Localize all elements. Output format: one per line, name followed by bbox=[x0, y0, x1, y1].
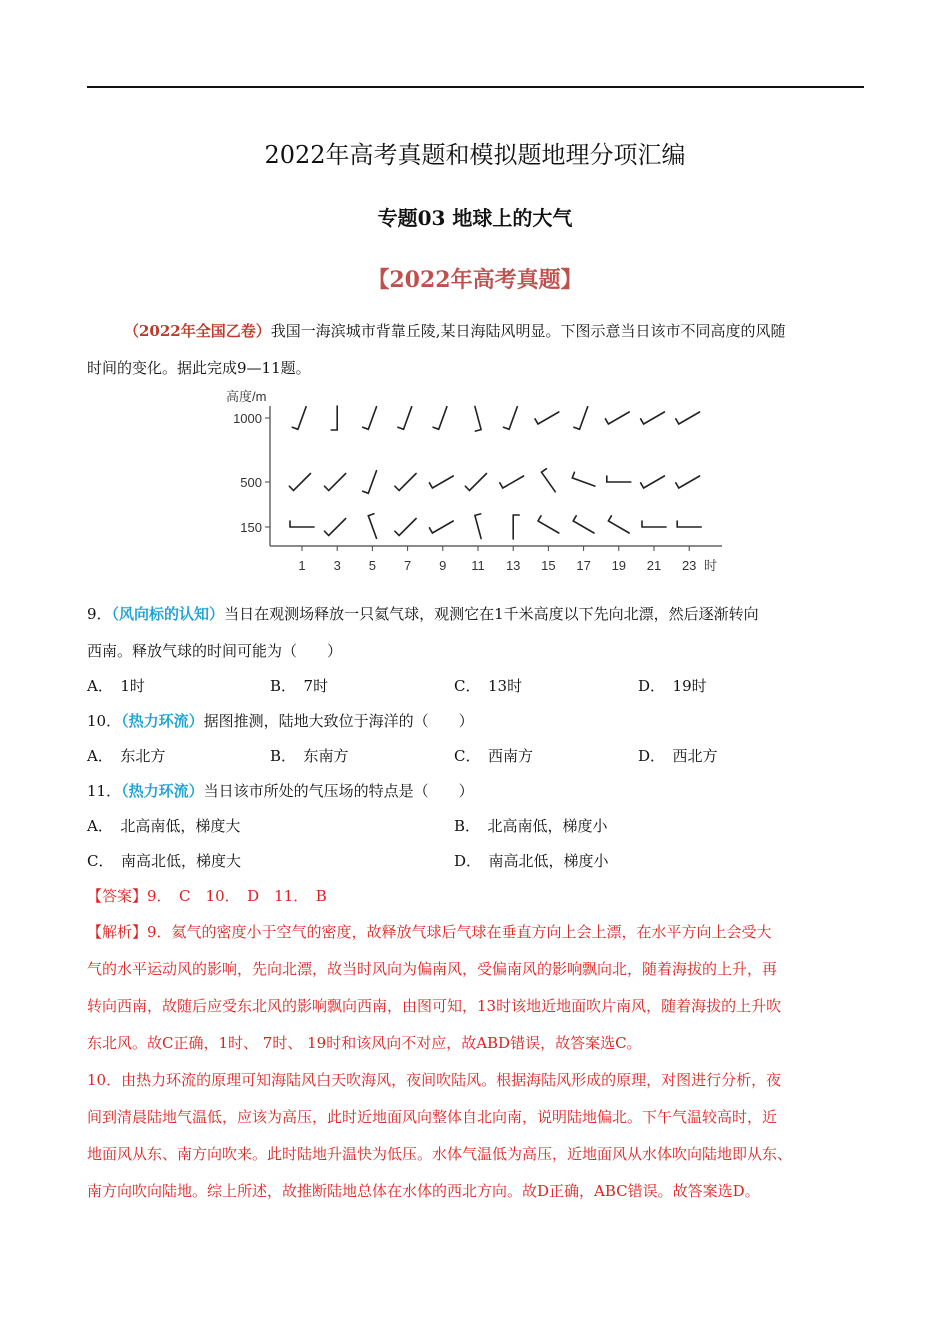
wind-barb bbox=[465, 474, 486, 491]
analysis-line-6: 间到清晨陆地气温低，应该为高压，此时近地面风向整体自北向南，说明陆地偏北。下午气温较高时，近 bbox=[87, 1108, 778, 1126]
wind-barb bbox=[677, 521, 701, 527]
analysis-line-8: 南方向吹向陆地。综上所述，故推断陆地总体在水体的西北方向。故D正确，ABC错误。故答案选D。 bbox=[87, 1182, 760, 1200]
wind-barb bbox=[363, 407, 377, 430]
q10-option-d: D． 西北方 bbox=[638, 747, 718, 765]
analysis-line-4: 东北风。故C正确，1时、 7时、 19时和该风向不对应，故ABD错误，故答案选C。 bbox=[87, 1034, 642, 1052]
q11-option-a: A． 北高南低，梯度大 bbox=[87, 817, 241, 835]
question-11-number: 11． bbox=[87, 782, 122, 800]
y-tick-label: 1000 bbox=[233, 411, 262, 426]
wind-barb bbox=[641, 476, 665, 488]
x-tick-label: 13 bbox=[505, 558, 521, 573]
wind-barb bbox=[395, 519, 416, 536]
question-9-line-2: 西南。释放气球的时间可能为（ ） bbox=[87, 642, 343, 660]
q9-option-b: B． 7时 bbox=[270, 677, 329, 695]
q11-option-d: D． 南高北低，梯度小 bbox=[454, 852, 609, 870]
question-9-number: 9． bbox=[87, 605, 112, 623]
wind-barb bbox=[429, 521, 453, 533]
wind-barb bbox=[368, 514, 376, 539]
q9-option-d: D． 19时 bbox=[638, 677, 707, 695]
x-tick-label: 21 bbox=[646, 558, 662, 573]
question-9-text-1: 当日在观测场释放一只氦气球，观测它在1千米高度以下先向北漂，然后逐渐转向 bbox=[224, 605, 759, 623]
wind-barb bbox=[398, 407, 412, 430]
wind-barb bbox=[642, 521, 666, 527]
question-10-line bbox=[87, 710, 474, 731]
x-ticks bbox=[298, 546, 696, 573]
intro-line-2: 时间的变化。据此完成9—11题。 bbox=[87, 359, 311, 377]
wind-barb bbox=[292, 407, 306, 430]
x-tick-label: 19 bbox=[611, 558, 627, 573]
question-11-text: 当日该市所处的气压场的特点是（ ） bbox=[203, 782, 474, 800]
q9-option-c: C． 13时 bbox=[454, 677, 523, 695]
x-tick-label: 15 bbox=[541, 558, 556, 573]
question-11-tag: （热力环流） bbox=[121, 782, 204, 800]
x-tick-label: 1 bbox=[298, 558, 306, 573]
x-tick-label: 23 bbox=[681, 558, 697, 573]
wind-barb bbox=[290, 521, 314, 527]
wind-barb bbox=[433, 407, 447, 430]
wind-barb bbox=[607, 476, 631, 482]
y-ticks bbox=[233, 411, 270, 535]
header-rule bbox=[87, 86, 864, 88]
x-axis-label: 时 bbox=[704, 558, 718, 573]
wind-barb bbox=[395, 474, 416, 491]
answer-line: 【答案】9． C 10． D 11． B bbox=[87, 887, 327, 905]
question-11-line bbox=[87, 780, 474, 801]
section-title: 【2022年高考真题】 bbox=[367, 267, 583, 293]
wind-barb bbox=[538, 516, 559, 533]
wind-barb bbox=[475, 406, 481, 431]
intro-text-1: 我国一海滨城市背靠丘陵,某日海陆风明显。下图示意当日该市不同高度的风随 bbox=[270, 322, 786, 340]
analysis-line-5: 10．由热力环流的原理可知海陆风白天吹海风，夜间吹陆风。根据海陆风形成的原理，对图进行分析，夜 bbox=[87, 1071, 782, 1089]
x-tick-label: 7 bbox=[403, 558, 412, 573]
q11-option-c: C． 南高北低，梯度大 bbox=[87, 852, 241, 870]
y-tick-label: 150 bbox=[240, 520, 262, 535]
q9-option-a: A． 1时 bbox=[87, 677, 145, 695]
wind-barb bbox=[504, 407, 518, 430]
wind-barb bbox=[475, 514, 481, 539]
wind-barb bbox=[535, 412, 559, 424]
wind-barb bbox=[500, 476, 524, 488]
wind-barb bbox=[676, 412, 700, 424]
topic-title: 专题03 地球上的大气 bbox=[377, 206, 573, 230]
q10-option-a: A． 东北方 bbox=[87, 747, 166, 765]
q11-option-b: B． 北高南低，梯度小 bbox=[454, 817, 608, 835]
question-9-tag: （风向标的认知） bbox=[111, 605, 225, 623]
wind-barb bbox=[513, 515, 519, 539]
question-10-text: 据图推测，陆地大致位于海洋的（ ） bbox=[203, 712, 474, 730]
analysis-line-7: 地面风从东、南方向吹来。此时陆地升温快为低压。水体气温低为高压，近地面风从水体吹向陆地即从东、 bbox=[87, 1145, 793, 1163]
x-tick-label: 3 bbox=[333, 558, 341, 573]
wind-barb bbox=[641, 412, 665, 424]
wind-barb bbox=[605, 412, 629, 424]
q10-option-c: C． 西南方 bbox=[454, 747, 533, 765]
y-axis-label: 高度/m bbox=[226, 389, 267, 404]
document-title: 2022年高考真题和模拟题地理分项汇编 bbox=[264, 141, 686, 169]
wind-barb bbox=[289, 474, 310, 491]
wind-barb bbox=[325, 474, 346, 491]
wind-barb bbox=[363, 471, 377, 494]
wind-barb bbox=[429, 476, 453, 488]
x-tick-label: 5 bbox=[368, 558, 377, 573]
wind-barb bbox=[331, 406, 337, 430]
x-tick-label: 9 bbox=[439, 558, 447, 573]
question-10-number: 10． bbox=[87, 712, 122, 730]
intro-line-1 bbox=[124, 320, 786, 341]
wind-barb bbox=[574, 407, 588, 430]
analysis-line-2: 气的水平运动风的影响，先向北漂，故当时风向为偏南风，受偏南风的影响飘向北，随着海拔的上升，再 bbox=[87, 960, 778, 978]
wind-barb bbox=[325, 519, 346, 536]
wind-barb bbox=[542, 469, 556, 492]
wind-barb bbox=[573, 516, 594, 533]
analysis-line-1: 【解析】9．氦气的密度小于空气的密度，故释放气球后气球在垂直方向上会上漂，在水平方向上会受大 bbox=[87, 923, 772, 941]
wind-barb-chart bbox=[222, 384, 732, 580]
x-tick-label: 11 bbox=[471, 558, 485, 573]
wind-barb bbox=[676, 476, 700, 488]
x-tick-label: 17 bbox=[576, 558, 591, 573]
wind-barbs bbox=[289, 406, 701, 539]
question-10-tag: （热力环流） bbox=[121, 712, 204, 730]
wind-barb bbox=[608, 516, 629, 533]
analysis-line-3: 转向西南，故随后应受东北风的影响飘向西南，由图可知，13时该地近地面吹片南风，随着海拔的上升吹 bbox=[87, 997, 782, 1015]
intro-source: （2022年全国乙卷） bbox=[124, 322, 271, 340]
wind-barb bbox=[572, 472, 595, 486]
y-tick-label: 500 bbox=[240, 475, 262, 490]
question-9-line-1 bbox=[87, 603, 759, 624]
q10-option-b: B． 东南方 bbox=[270, 747, 349, 765]
